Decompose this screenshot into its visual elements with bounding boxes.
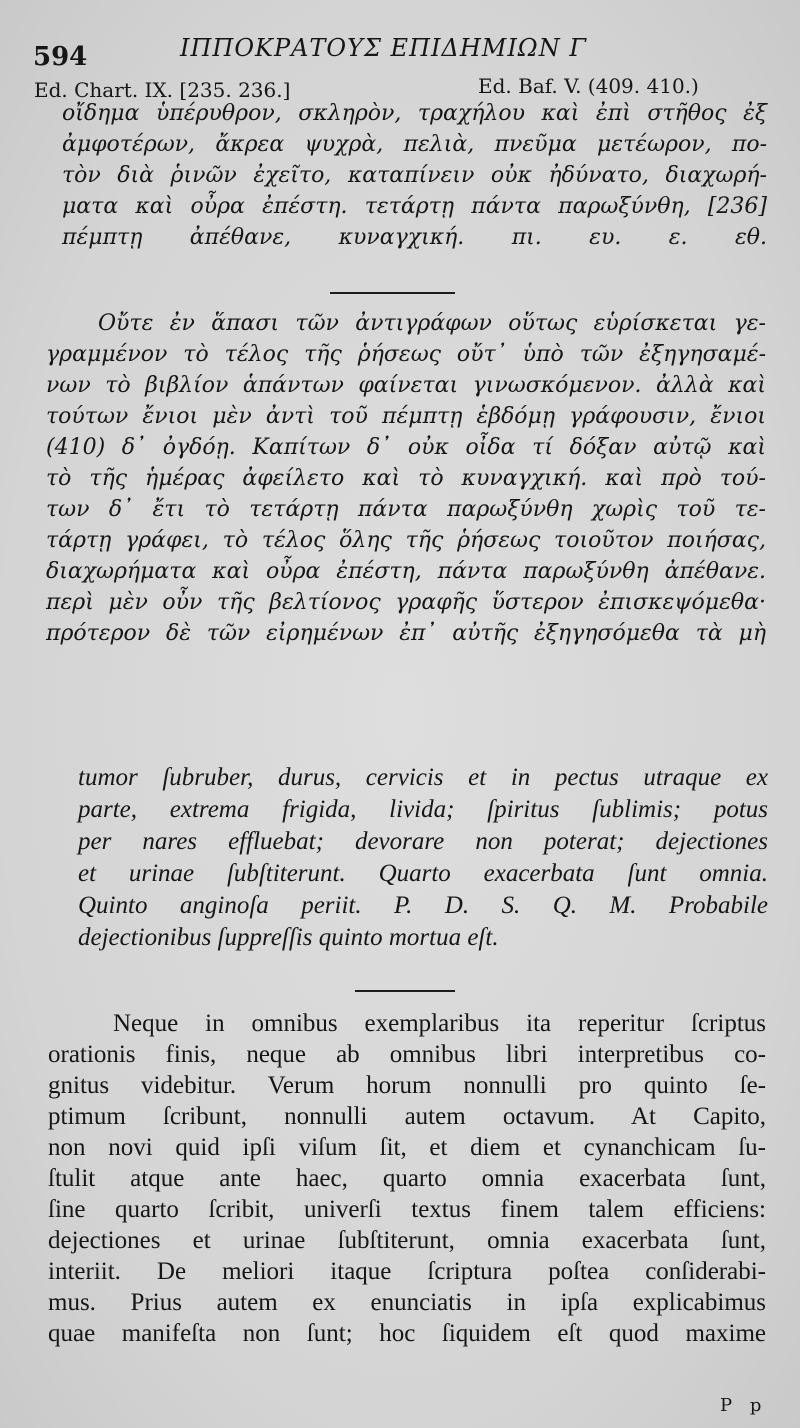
latin-italic-line: parte, extrema frigida, livida; ſpiritus ſublimis; potus: [78, 796, 768, 823]
greek-line: περὶ μὲν οὖν τῆς βελτίονος γραφῆς ὕστερον ἐπισκεψόμεθα·: [46, 590, 766, 615]
latin-line: orationis finis, neque ab omnibus libri interpretibus co-: [48, 1041, 766, 1068]
greek-line: ἀμφοτέρων, ἄκρεα ψυχρὰ, πελιὰ, πνεῦμα μετέωρον, πο-: [62, 132, 767, 157]
latin-line: dejectiones et urinae ſubſtiterunt, omnia exacerbata ſunt,: [48, 1227, 766, 1254]
greek-line: Οὔτε ἐν ἅπασι τῶν ἀντιγράφων οὕτως εὑρίσκεται γε-: [98, 311, 766, 336]
latin-italic-line: Quinto anginoſa periit. P. D. S. Q. M. Probabile: [78, 892, 768, 919]
edition-reference-right: Ed. Baf. V. (409. 410.): [478, 74, 699, 98]
latin-italic-line: tumor ſubruber, durus, cervicis et in pectus utraque ex: [78, 764, 768, 791]
greek-line: τὸ τῆς ἡμέρας ἀφείλετο καὶ τὸ κυναγχική. καὶ πρὸ τού-: [46, 466, 766, 491]
greek-line: (410) δ᾽ ὀγδόῃ. Καπίτων δ᾽ οὐκ οἶδα τί δόξαν αὐτῷ καὶ: [46, 435, 766, 460]
greek-line: τὸν διὰ ῥινῶν ἐχεῖτο, καταπίνειν οὐκ ἠδύνατο, διαχωρή-: [62, 163, 767, 188]
greek-commentary-block: [46, 308, 766, 649]
signature-mark: P p: [720, 1395, 768, 1416]
greek-line: οἴδημα ὑπέρυθρον, σκληρὸν, τραχήλου καὶ ἐπὶ στῆθος ἐξ: [62, 101, 767, 126]
latin-line: non novi quid ipſi viſum ſit, et diem et cynanchicam ſu-: [48, 1134, 766, 1161]
greek-line: διαχωρήματα καὶ οὖρα ἐπέστη, πάντα παρωξύνθη ἀπέθανε.: [46, 559, 766, 584]
latin-line: quae manifeſta non ſunt; hoc ſiquidem eſt quod maxime: [48, 1320, 766, 1347]
latin-line: Neque in omnibus exemplaribus ita reperitur ſcriptus: [113, 1010, 766, 1037]
greek-line: γραμμένον τὸ τέλος τῆς ῥήσεως οὔτ᾽ ὑπὸ τῶν ἐξηγησαμέ-: [46, 342, 766, 367]
greek-line: τάρτῃ γράφει, τὸ τέλος ὅλης τῆς ῥήσεως τοιοῦτον ποιήσας,: [46, 528, 766, 553]
latin-italic-line: et urinae ſubſtiterunt. Quarto exacerbata ſunt omnia.: [78, 860, 768, 887]
latin-line: ſine quarto ſcribit, univerſi textus finem talem efficiens:: [48, 1196, 766, 1223]
greek-line: τούτων ἔνιοι μὲν ἀντὶ τοῦ πέμπτῃ ἑβδόμῃ γράφουσιν, ἔνιοι: [46, 404, 766, 429]
latin-commentary-block: [48, 1008, 766, 1349]
latin-line: interiit. De meliori itaque ſcriptura poſtea conſiderabi-: [48, 1258, 766, 1285]
latin-line: gnitus videbitur. Verum horum nonnulli pro quinto ſe-: [48, 1072, 766, 1099]
greek-line: των δ᾽ ἔτι τὸ τετάρτῃ πάντα παρωξύνθη χωρὶς τοῦ τε-: [46, 497, 766, 522]
greek-line: νων τὸ βιβλίον ἁπάντων φαίνεται γινωσκόμενον. ἀλλὰ καὶ: [46, 373, 766, 398]
section-divider: [355, 990, 455, 992]
latin-line: ptimum ſcribunt, nonnulli autem octavum. At Capito,: [48, 1103, 766, 1130]
latin-line: mus. Prius autem ex enunciatis in ipſa explicabimus: [48, 1289, 766, 1316]
latin-line: ſtulit atque ante haec, quarto omnia exacerbata ſunt,: [48, 1165, 766, 1192]
greek-line: πρότερον δὲ τῶν εἰρημένων ἐπ᾽ αὐτῆς ἐξηγησόμεθα τὰ μὴ: [46, 621, 766, 646]
greek-line: πέμπτῃ ἀπέθανε, κυναγχική. πι. ευ. ε. εθ.: [62, 225, 767, 250]
edition-reference-left: Ed. Chart. IX. [235. 236.]: [34, 78, 291, 102]
section-divider: [330, 292, 455, 294]
latin-italic-line: dejectionibus ſuppreſſis quinto mortua eſt.: [78, 924, 499, 951]
running-head: ΙΠΠΟΚΡΑΤΟΥΣ ΕΠΙΔΗΜΙΩΝ Γ: [180, 34, 587, 62]
page-number: 594: [33, 42, 88, 72]
latin-translation-block: [78, 762, 768, 954]
latin-italic-line: per nares effluebat; devorare non poterat; dejectiones: [78, 828, 768, 855]
greek-text-block-1: [62, 98, 767, 253]
greek-line: ματα καὶ οὖρα ἐπέστη. τετάρτῃ πάντα παρωξύνθη, [236]: [62, 194, 767, 219]
